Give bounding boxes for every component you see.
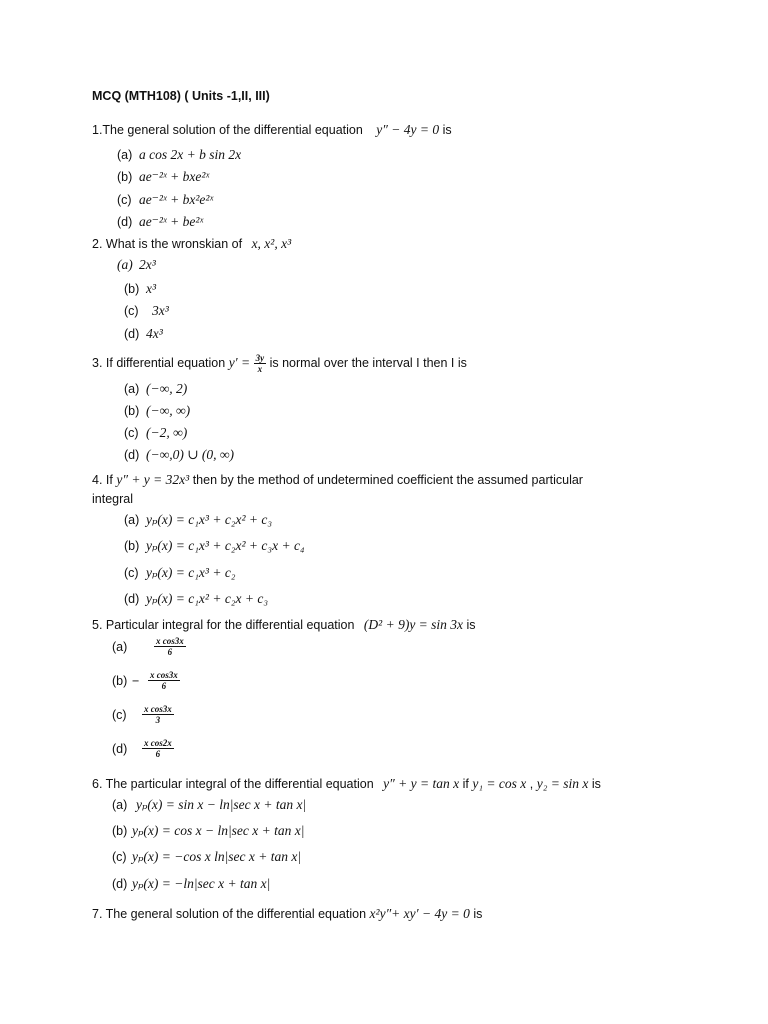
document-title: MCQ (MTH108) ( Units -1,II, III)	[92, 89, 270, 103]
question-3-suffix: is normal over the interval I then I is	[269, 356, 467, 370]
q1-option-b[interactable]: (b) ae⁻²ˣ + bxe²ˣ	[117, 169, 210, 184]
question-6-equation: y″ + y = tan x	[383, 776, 460, 791]
q4-option-b[interactable]: (b) yₚ(x) = c₁x³ + c₂x² + c₃x + c₄	[124, 538, 305, 553]
q6-option-b[interactable]: (b) yₚ(x) = cos x − ln|sec x + tan x|	[112, 823, 305, 838]
q2-option-b[interactable]: (b) x³	[124, 281, 157, 296]
question-4-equation: y″ + y = 32x³	[116, 472, 190, 487]
q1-option-a[interactable]: (a) a cos 2x + b sin 2x	[117, 147, 242, 162]
q3-option-a[interactable]: (a) (−∞, 2)	[124, 381, 188, 396]
question-5-equation: (D² + 9)y = sin 3x	[363, 617, 464, 632]
q5-option-a-fraction: $\frac{\text{x cos3x}}{6}$	[156, 636, 184, 657]
q5-option-a[interactable]: (a) $\frac{\text{x cos3x}}{6}$	[112, 636, 184, 657]
q5-option-d-fraction: $\frac{\text{x cos2x}}{6}$	[144, 738, 172, 759]
q5-option-c[interactable]: (c) $\frac{\text{x cos3x}}{3}$	[112, 704, 172, 725]
q4-option-d[interactable]: (d) yₚ(x) = c₁x² + c₂x + c₃	[124, 591, 269, 606]
q5-option-b-fraction: $\frac{\text{x cos3x}}{6}$	[150, 670, 178, 691]
q6-option-d[interactable]: (d) yₚ(x) = −ln|sec x + tan x|	[112, 876, 271, 891]
q6-option-a[interactable]: (a) yₚ(x) = sin x − ln|sec x + tan x|	[112, 797, 307, 812]
question-2-stem	[92, 236, 291, 252]
question-7-suffix: is	[473, 907, 483, 921]
question-4-suffix: then by the method of undetermined coefficient the assumed particular	[192, 473, 583, 487]
question-3-fraction: $\frac{3y}{x}$	[255, 353, 265, 375]
question-1-text: 1.The general solution of the differential equation	[92, 123, 363, 137]
q3-option-c[interactable]: (c) (−2, ∞)	[124, 425, 188, 440]
q2-option-a[interactable]: (a) 2x³	[117, 257, 156, 272]
q3-option-b[interactable]: (b) (−∞, ∞)	[124, 403, 191, 418]
question-5-text: 5. Particular integral for the differential equation	[92, 618, 355, 632]
q5-option-b[interactable]: (b) − $\frac{\text{x cos3x}}{6}$	[112, 670, 178, 691]
question-6-suffix: is	[591, 777, 601, 791]
q3-option-d[interactable]: (d) (−∞,0) ∪ (0, ∞)	[124, 447, 235, 462]
q6-option-c[interactable]: (c) yₚ(x) = −cos x ln|sec x + tan x|	[112, 849, 302, 864]
question-7-stem	[92, 906, 482, 922]
question-6-text: 6. The particular integral of the differential equation	[92, 777, 374, 791]
question-5-suffix: is	[466, 618, 476, 632]
question-6-y2: y₂ = sin x	[536, 776, 589, 791]
question-2-text: 2. What is the wronskian of	[92, 237, 243, 251]
question-1-equation: y″ − 4y = 0	[376, 122, 440, 137]
question-5-stem	[92, 617, 476, 633]
question-7-equation: x²y″+ xy′ − 4y = 0	[369, 906, 470, 921]
question-1-stem	[92, 122, 452, 138]
question-6-y1: y₁ = cos x	[472, 776, 527, 791]
question-2-equation: x, x², x³	[251, 236, 292, 251]
q2-option-d[interactable]: (d) 4x³	[124, 326, 163, 341]
question-7-text: 7. The general solution of the differential equation	[92, 907, 367, 921]
question-3-text: 3. If differential equation	[92, 356, 226, 370]
question-3-stem	[92, 350, 467, 376]
question-6-stem: 6. The particular integral of the differential equation y″ + y = tan x if y₁ = cos x , y₂ = sin x is	[92, 776, 601, 791]
q1-option-d[interactable]: (d) ae⁻²ˣ + be²ˣ	[117, 214, 204, 229]
q4-option-a[interactable]: (a) yₚ(x) = c₁x³ + c₂x² + c₃	[124, 512, 273, 527]
question-4-text: 4. If	[92, 473, 113, 487]
question-4-stem-line2: integral	[92, 492, 133, 506]
q5-option-c-fraction: $\frac{\text{x cos3x}}{3}$	[144, 704, 172, 725]
q5-option-d[interactable]: (d) $\frac{\text{x cos2x}}{6}$	[112, 738, 172, 759]
q2-option-c[interactable]: (c) 3x³	[124, 303, 169, 318]
q1-option-c[interactable]: (c) ae⁻²ˣ + bx²e²ˣ	[117, 192, 214, 207]
question-1-suffix: is	[442, 123, 452, 137]
question-3-equation-lhs: y′ =	[228, 355, 251, 370]
q4-option-c[interactable]: (c) yₚ(x) = c₁x³ + c₂	[124, 565, 236, 580]
question-4-stem	[92, 472, 583, 488]
